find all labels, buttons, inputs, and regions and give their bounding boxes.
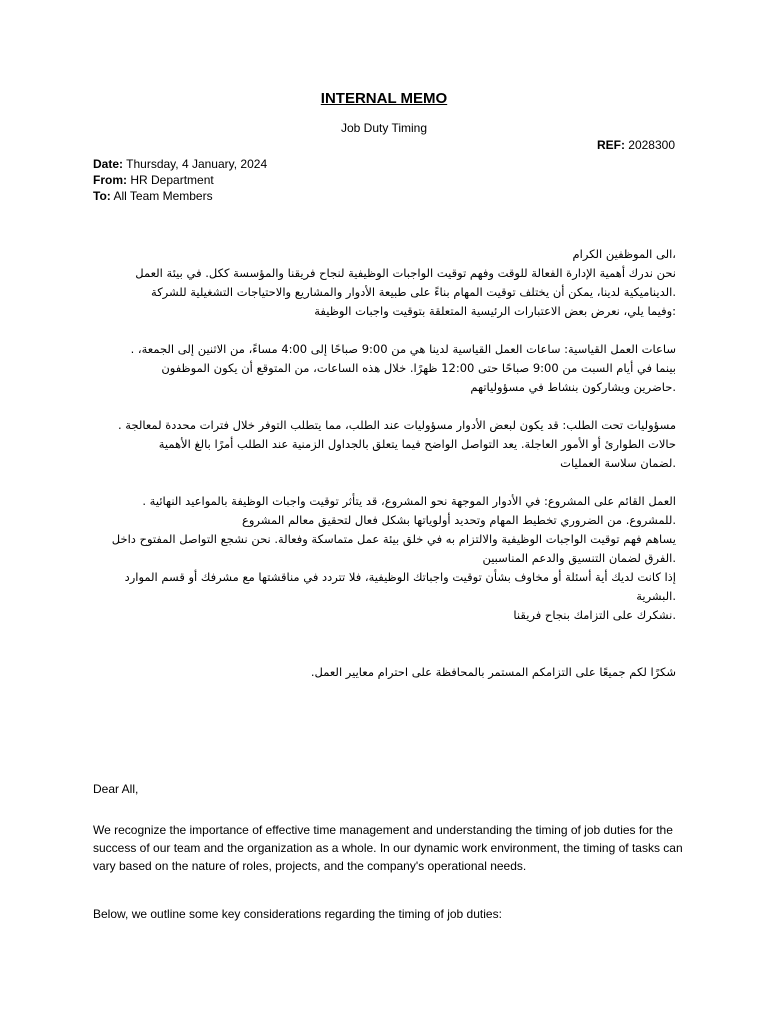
ref-label: REF: (596, 138, 625, 152)
to-label: To: (93, 189, 111, 203)
english-paragraph-text: Below, we outline some key considerations regarding the timing of job duties: (93, 907, 502, 921)
arabic-greeting: ،الى الموظفين الكرام (572, 247, 676, 261)
memo-title: INTERNAL MEMO (320, 90, 448, 107)
arabic-line: .البشرية (636, 589, 676, 603)
english-paragraph-text: We recognize the importance of effective time management and understanding the timing of job duties for the success of our team and the organization as a whole. In our dynamic work environment, the timing of tasks can vary based on the nature of roles, projects, and the company's operational needs. (93, 823, 683, 873)
arabic-line: نحن ندرك أهمية الإدارة الفعالة للوقت وفهم توقيت الواجبات الوظيفية لنجاح فريقنا والمؤسسة ككل. في بيئة العمل (135, 266, 676, 280)
memo-ref (597, 138, 675, 152)
arabic-line: حالات الطوارئ أو الأمور العاجلة. يعد التواصل الواضح فيما يتعلق بالجداول الزمنية عند الطلب أمرًا بالغ الأهمية (158, 437, 676, 451)
ref-value: 2028300 (628, 138, 675, 152)
memo-header-fields (93, 156, 267, 204)
arabic-line: ساعات العمل القياسية: ساعات العمل القياسية لدينا هي من 9:00 صباحًا إلى 4:00 مساءً، من الاثنين إلى الجمعة، . (130, 342, 676, 356)
arabic-section (88, 245, 676, 682)
date-label: Date: (93, 157, 124, 171)
arabic-line: مسؤوليات تحت الطلب: قد يكون لبعض الأدوار مسؤوليات عند الطلب، مما يتطلب التوفر خلال فترات محددة لمعالجة . (117, 418, 676, 432)
arabic-line: .حاضرين ويشاركون بنشاط في مسؤولياتهم (470, 380, 676, 394)
arabic-line: .الديناميكية لدينا، يمكن أن يختلف توقيت المهام بناءً على طبيعة الأدوار والمشاريع والاحتياجات التشغيلية للشركة (151, 285, 676, 299)
english-paragraph (93, 905, 693, 923)
arabic-line: .نشكرك على التزامك بنجاح فريقنا (513, 608, 676, 622)
arabic-line: بينما في أيام السبت من 9:00 صباحًا حتى 12:00 ظهرًا. خلال هذه الساعات، من المتوقع أن يكون الموظفون (161, 361, 676, 375)
to-value: All Team Members (113, 189, 213, 203)
from-value: HR Department (130, 173, 214, 187)
arabic-line: إذا كانت لديك أية أسئلة أو مخاوف بشأن توقيت واجباتك الوظيفية، فلا تتردد في مناقشتها مع مشرفك أو قسم الموارد (124, 570, 676, 584)
arabic-line: .الفرق لضمان التنسيق والدعم المناسبين (482, 551, 676, 565)
english-greeting (93, 780, 693, 798)
arabic-line: :وفيما يلي، نعرض بعض الاعتبارات الرئيسية المتعلقة بتوقيت واجبات الوظيفة (314, 304, 676, 318)
arabic-line: يساهم فهم توقيت الواجبات الوظيفية والالتزام به في خلق بيئة عمل متماسكة وفعالة. نحن نشجع التواصل المفتوح داخل (111, 532, 676, 546)
arabic-line: العمل القائم على المشروع: في الأدوار الموجهة نحو المشروع، قد يتأثر توقيت واجبات الوظيفة بالمواعيد النهائية . (142, 494, 676, 508)
arabic-line: .للمشروع. من الضروري تخطيط المهام وتحديد أولوياتها بشكل فعال لتحقيق معالم المشروع (241, 513, 676, 527)
arabic-closing: شكرًا لكم جميعًا على التزامكم المستمر بالمحافظة على احترام معايير العمل. (310, 665, 676, 679)
from-line (93, 172, 267, 188)
arabic-line: .لضمان سلاسة العمليات (560, 456, 676, 470)
english-paragraph (93, 821, 693, 875)
date-value: Thursday, 4 January, 2024 (126, 157, 268, 171)
memo-subtitle: Job Duty Timing (340, 121, 428, 135)
to-line (93, 188, 267, 204)
date-line (93, 156, 267, 172)
from-label: From: (93, 173, 127, 187)
english-greeting-text: Dear All, (93, 782, 139, 796)
